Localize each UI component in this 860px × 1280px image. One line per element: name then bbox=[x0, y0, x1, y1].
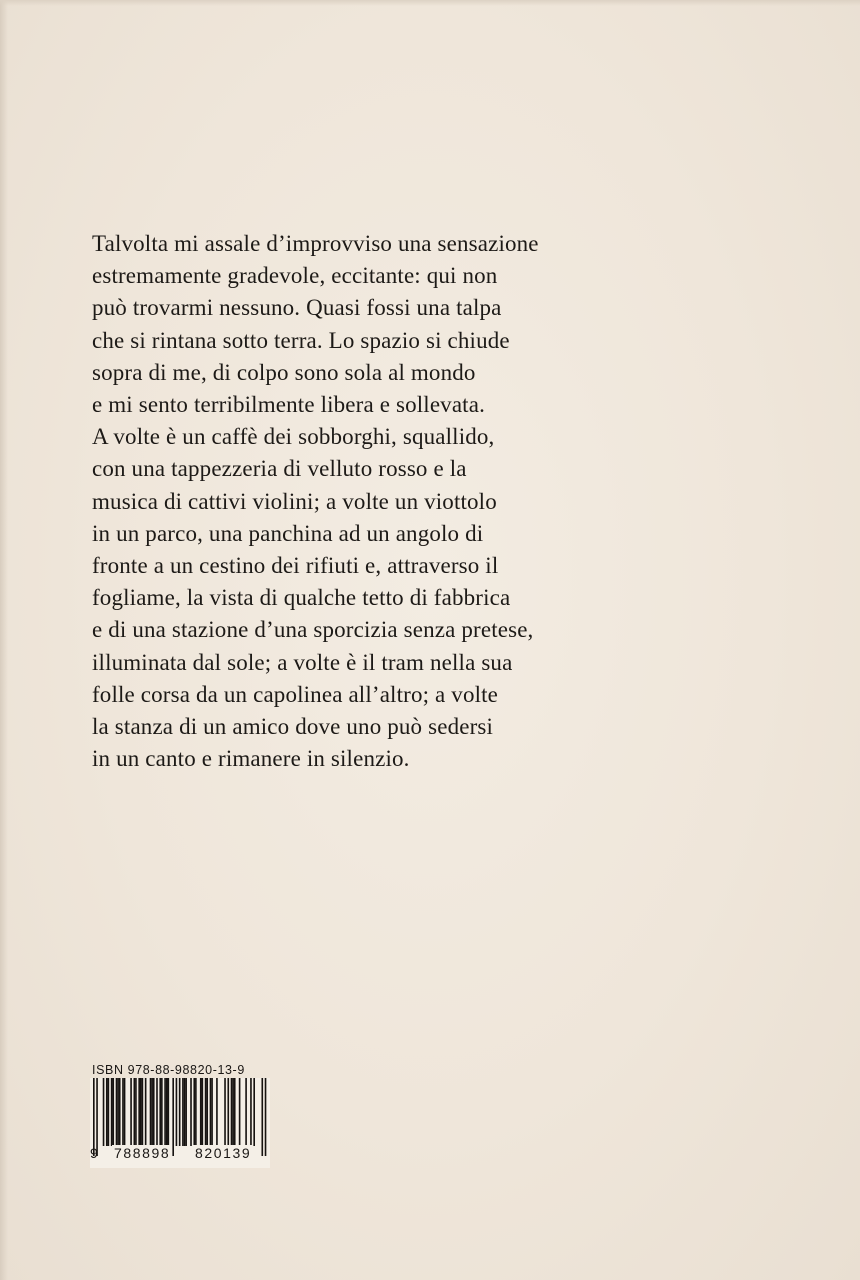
barcode-bar bbox=[239, 1078, 241, 1146]
blurb-line: sopra di me, di colpo sono sola al mondo bbox=[92, 359, 476, 385]
barcode-bar bbox=[112, 1078, 114, 1146]
barcode-bar bbox=[145, 1078, 147, 1146]
barcode-bar bbox=[138, 1078, 140, 1146]
barcode-bar bbox=[190, 1078, 192, 1146]
barcode-bar bbox=[182, 1078, 184, 1146]
barcode-bar bbox=[216, 1078, 218, 1146]
barcode-bar bbox=[206, 1078, 208, 1146]
barcode-bar bbox=[265, 1078, 267, 1156]
barcode-bar bbox=[232, 1078, 234, 1146]
blurb-line: che si rintana sotto terra. Lo spazio si chiude bbox=[92, 327, 510, 353]
barcode-bar bbox=[176, 1078, 178, 1146]
blurb-line: estremamente gradevole, eccitante: qui non bbox=[92, 263, 498, 289]
barcode-bar bbox=[184, 1078, 186, 1146]
barcode-digits-right: 820139 bbox=[195, 1145, 252, 1161]
barcode-bar bbox=[210, 1078, 212, 1146]
barcode-bar bbox=[253, 1078, 255, 1146]
barcode-bar bbox=[159, 1078, 161, 1146]
cover-top-edge bbox=[0, 0, 860, 6]
barcode-bar bbox=[142, 1078, 144, 1146]
blurb-line: folle corsa da un capolinea all’altro; a volte bbox=[92, 681, 499, 707]
blurb-line: e di una stazione d’una sporcizia senza pretese, bbox=[92, 617, 534, 643]
barcode-bar bbox=[193, 1078, 195, 1146]
back-cover-blurb bbox=[92, 228, 792, 775]
blurb-line: fogliame, la vista di qualche tetto di fabbrica bbox=[92, 585, 511, 611]
barcode-bar bbox=[103, 1078, 105, 1146]
barcode-digit-lead: 9 bbox=[90, 1145, 98, 1161]
barcode-bar bbox=[116, 1078, 118, 1146]
blurb-line: fronte a un cestino dei rifiuti e, attraverso il bbox=[92, 553, 499, 579]
barcode-digits-left: 788898 bbox=[114, 1145, 171, 1161]
barcode-bar bbox=[185, 1078, 187, 1146]
barcode-bar bbox=[153, 1078, 155, 1146]
barcode-bar bbox=[119, 1078, 121, 1146]
barcode-bar bbox=[231, 1078, 233, 1146]
cover-left-edge bbox=[0, 0, 8, 1280]
blurb-line: illuminata dal sole; a volte è il tram nella sua bbox=[92, 649, 513, 675]
barcode-bar bbox=[227, 1078, 229, 1146]
barcode-bar bbox=[122, 1078, 124, 1146]
blurb-line: e mi sento terribilmente libera e sollevata. bbox=[92, 392, 485, 418]
barcode-bar bbox=[156, 1078, 158, 1146]
barcode-bar bbox=[150, 1078, 152, 1146]
barcode-bar bbox=[172, 1078, 174, 1156]
barcode-bar bbox=[261, 1078, 263, 1156]
barcode-bar bbox=[124, 1078, 126, 1146]
barcode-bar bbox=[224, 1078, 226, 1146]
blurb-line: in un parco, una panchina ad un angolo di bbox=[92, 520, 484, 546]
blurb-line: musica di cattivi violini; a volte un viottolo bbox=[92, 488, 497, 514]
barcode-bar bbox=[134, 1078, 136, 1146]
barcode-bar bbox=[234, 1078, 236, 1146]
barcode-bar bbox=[140, 1078, 142, 1146]
barcode-bar bbox=[111, 1078, 113, 1146]
blurb-line: Talvolta mi assale d’improvviso una sensazione bbox=[92, 231, 539, 256]
barcode-bar bbox=[200, 1078, 202, 1146]
blurb-line: in un canto e rimanere in silenzio. bbox=[92, 746, 410, 772]
barcode-bar bbox=[195, 1078, 197, 1146]
barcode-bar bbox=[202, 1078, 204, 1146]
barcode-bar bbox=[151, 1078, 153, 1146]
barcode-bar bbox=[108, 1078, 110, 1146]
isbn-label: ISBN 978-88-98820-13-9 bbox=[92, 1063, 245, 1077]
blurb-line: con una tappezzeria di velluto rosso e la bbox=[92, 456, 467, 482]
barcode-bar bbox=[130, 1078, 132, 1146]
blurb-line: la stanza di un amico dove uno può sedersi bbox=[92, 714, 494, 740]
barcode-bar bbox=[161, 1078, 163, 1146]
barcode-bar bbox=[106, 1078, 108, 1146]
barcode-bar bbox=[211, 1078, 213, 1146]
barcode-bar bbox=[179, 1078, 181, 1146]
barcode-bar bbox=[164, 1078, 166, 1146]
barcode-bar bbox=[117, 1078, 119, 1146]
barcode-bar bbox=[135, 1078, 137, 1146]
blurb-line: A volte è un caffè dei sobborghi, squallido, bbox=[92, 424, 495, 450]
blurb-line: può trovarmi nessuno. Quasi fossi una talpa bbox=[92, 295, 502, 321]
barcode-bar bbox=[250, 1078, 252, 1146]
barcode-bar bbox=[245, 1078, 247, 1146]
barcode-bar bbox=[205, 1078, 207, 1146]
